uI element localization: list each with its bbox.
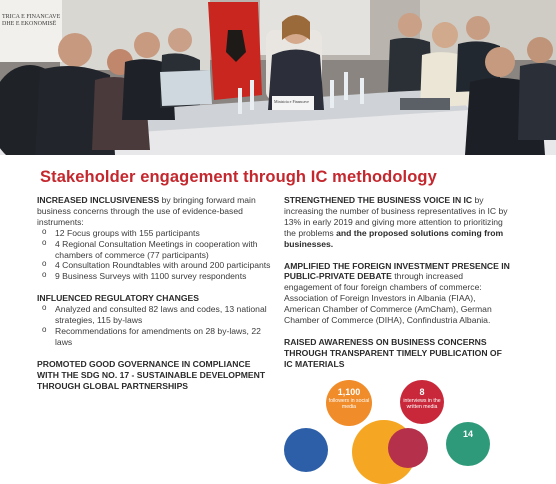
infographic-circle-followers (326, 380, 372, 426)
list-item: o 4 Regional Consultation Meetings in cooperation with chambers of commerce (77 participants) (55, 239, 273, 261)
section-intro: by bringing forward main business concerns through the use of evidence-based instruments: (37, 195, 256, 227)
photo-banner-line-1: TRICA E FINANCAVE (2, 14, 61, 20)
bullet-list (37, 228, 273, 283)
section-title: INCREASED INCLUSIVENESS (37, 195, 160, 205)
infographic-circle-4 (284, 428, 328, 472)
section-title: INFLUENCED REGULATORY CHANGES (37, 293, 200, 304)
infographic-label: followers in social media (328, 398, 370, 410)
list-item: o 9 Business Surveys with 1100 survey respondents (55, 271, 273, 282)
meeting-photo (0, 0, 556, 155)
list-item: o 12 Focus groups with 155 participants (55, 228, 273, 239)
infographic-number: 14 (462, 429, 473, 439)
page-title: Stakeholder engagement through IC methodology (40, 168, 437, 186)
infographic-number: 1,100 (337, 387, 361, 397)
section-regulatory-changes (37, 293, 273, 348)
photo-nameplate: Ministria e Financave (274, 99, 309, 104)
infographic-circle-14 (446, 422, 490, 466)
section-inclusiveness (37, 195, 273, 282)
section-title: PROMOTED GOOD GOVERNANCE IN COMPLIANCE WITH THE SDG NO. 17 - SUSTAINABLE DEVELOPMENT THROUGH GLOBAL PARTNERSHIPS (37, 358, 266, 391)
right-column (284, 195, 512, 381)
bullet-list (37, 304, 273, 348)
section-business-voice (284, 195, 512, 250)
section-bold-tail: and the proposed solutions coming from businesses. (284, 227, 504, 249)
infographic-circle-interviews (400, 380, 444, 424)
section-text: by increasing the number of business representatives in IC by 13% in early 2019 and giving more attention to prioritizing the problems (284, 195, 508, 238)
section-title: AMPLIFIED THE FOREIGN INVESTMENT PRESENCE IN PUBLIC-PRIVATE DEBATE (284, 260, 510, 282)
list-item: o Analyzed and consulted 82 laws and codes, 13 national strategies, 115 by-laws (55, 304, 273, 326)
left-column (37, 195, 273, 403)
infographic-number: 8 (419, 387, 425, 397)
list-item: o Recommendations for amendments on 28 by-laws, 22 laws (55, 326, 273, 348)
list-item: o 4 Consultation Roundtables with around 200 participants (55, 260, 273, 271)
section-text: through increased engagement of four foreign chambers of commerce: Association of Foreign Investors in Albania (FIAA), American Chamber of Commerce (AmCham), German Chamber of Commerce (DIHA), Confindustria Albania. (284, 271, 492, 326)
infographic-circle-6 (388, 428, 428, 468)
section-title: STRENGTHENED THE BUSINESS VOICE IN IC (284, 195, 473, 205)
section-good-governance (37, 359, 273, 392)
infographic-label: interviews in the written media (403, 398, 441, 410)
section-foreign-investment (284, 261, 512, 326)
section-awareness (284, 337, 512, 370)
section-title: RAISED AWARENESS ON BUSINESS CONCERNS THROUGH TRANSPARENT TIMELY PUBLICATION OF IC MATERIALS (284, 336, 502, 369)
meeting-photo-illustration (0, 0, 556, 155)
photo-banner-line-2: DHE E EKONOMISË (2, 21, 57, 27)
